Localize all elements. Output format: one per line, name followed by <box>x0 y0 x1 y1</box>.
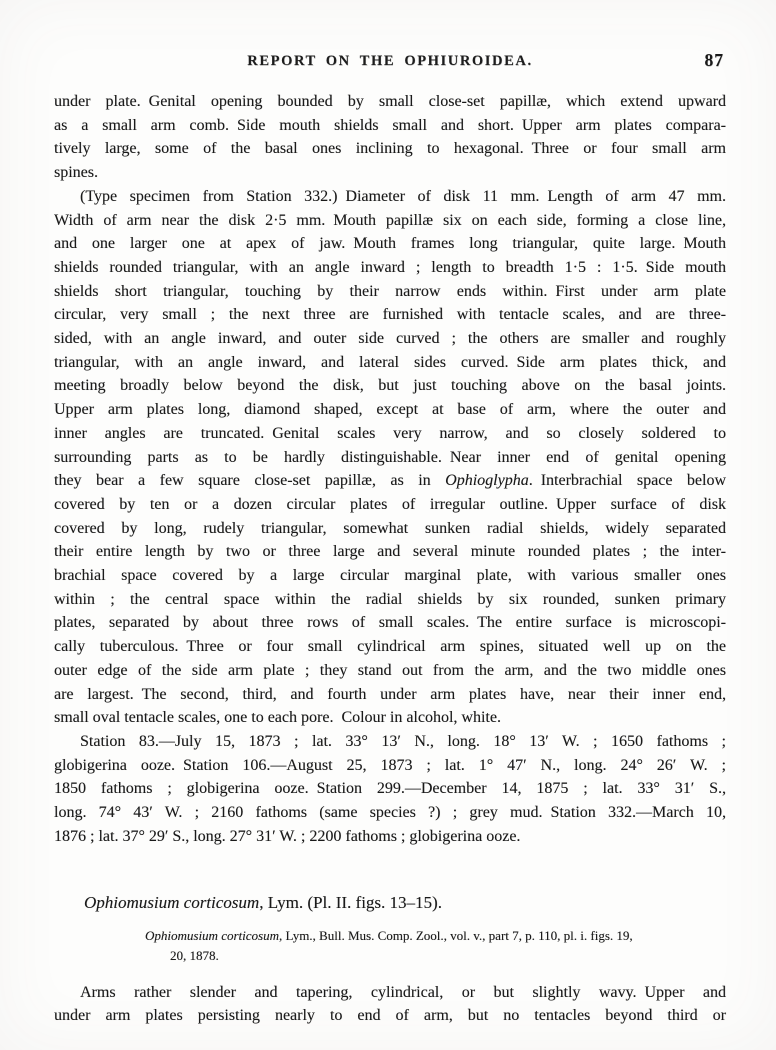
text-segment: as a small arm comb. Side mouth shields small and short. Upper arm plates compara- <box>54 116 726 134</box>
text-segment: . Interbrachial space below <box>528 472 727 490</box>
text-segment: small oval tentacle scales, one to each pore. Colour in alcohol, white. <box>54 709 501 727</box>
text-segment: outer edge of the side arm plate ; they stand out from the arm, and the two middle ones <box>54 661 726 679</box>
text-segment: (Type specimen from Station 332.) Diameter of disk 11 mm. Length of arm 47 mm. <box>80 187 726 205</box>
text-segment: Upper arm plates long, diamond shaped, except at base of arm, where the outer and <box>54 401 726 419</box>
text-line <box>54 469 726 493</box>
text-segment: they bear a few square close-set papillæ, as in <box>54 472 446 490</box>
text-segment: , Lym. (Pl. II. figs. 13–15). <box>259 892 442 912</box>
text-line <box>54 446 726 470</box>
text-line <box>54 398 726 422</box>
text-line <box>54 185 726 209</box>
text-line <box>54 754 726 778</box>
text-segment: plates, separated by about three rows of small scales. The entire surface is microscopi- <box>54 614 726 632</box>
text-segment: Arms rather slender and tapering, cylindrical, or but slightly wavy. Upper and <box>80 983 726 1001</box>
text-line <box>54 564 726 588</box>
text-segment: surrounding parts as to be hardly distinguishable. Near inner end of genital opening <box>54 448 726 466</box>
text-line <box>54 825 726 849</box>
text-segment: and one larger one at apex of jaw. Mouth frames long triangular, quite large. Mouth <box>54 235 726 253</box>
text-line <box>54 588 726 612</box>
text-line <box>54 351 726 375</box>
text-segment: under arm plates persisting nearly to end of arm, but no tentacles beyond third or <box>54 1007 726 1025</box>
italic-species-name: Ophiomusium corticosum <box>145 927 279 943</box>
reference-citation <box>54 926 726 966</box>
text-line <box>54 303 726 327</box>
species-heading-line <box>54 891 726 915</box>
text-segment: Station 83.—July 15, 1873 ; lat. 33° 13′ N., long. 18° 13′ W. ; 1650 fathoms ; <box>80 732 726 750</box>
text-segment: 20, 1878. <box>170 947 219 963</box>
text-segment: are largest. The second, third, and fourth under arm plates have, near their inner end, <box>54 685 726 703</box>
text-segment: Width of arm near the disk 2·5 mm. Mouth papillæ six on each side, forming a close line, <box>54 211 726 229</box>
citation-line <box>54 946 726 966</box>
text-line <box>54 540 726 564</box>
text-segment: circular, very small ; the next three are furnished with tentacle scales, and are three- <box>54 306 726 324</box>
text-segment: , Lym., Bull. Mus. Comp. Zool., vol. v., part 7, p. 110, pl. i. figs. 19, <box>278 927 633 943</box>
text-line <box>54 730 726 754</box>
text-segment: within ; the central space within the radial shields by six rounded, sunken primary <box>54 590 726 608</box>
text-segment: triangular, with an angle inward, and lateral sides curved. Side arm plates thick, and <box>54 353 726 371</box>
text-line <box>54 422 726 446</box>
text-line <box>54 1004 726 1028</box>
closing-paragraph <box>54 981 726 1028</box>
text-line <box>54 517 726 541</box>
text-line <box>54 161 726 185</box>
text-segment: globigerina ooze. Station 106.—August 25, 1873 ; lat. 1° 47′ N., long. 24° 26′ W. ; <box>54 756 726 774</box>
text-line <box>54 635 726 659</box>
text-line <box>54 683 726 707</box>
text-line <box>54 981 726 1005</box>
text-line <box>54 137 726 161</box>
text-segment: under plate. Genital opening bounded by small close-set papillæ, which extend upward <box>54 93 726 110</box>
text-segment: covered by ten or a dozen circular plates of irregular outline. Upper surface of disk <box>54 495 726 513</box>
text-block <box>54 90 726 1028</box>
text-line <box>54 280 726 304</box>
text-segment: their entire length by two or three large and several minute rounded plates ; the inter- <box>54 543 726 561</box>
text-segment: spines. <box>54 164 98 182</box>
italic-species-name: Ophioglypha <box>445 472 529 490</box>
text-line <box>54 706 726 730</box>
text-segment: meeting broadly below beyond the disk, but just touching above on the basal joints. <box>54 377 726 395</box>
text-line <box>54 209 726 233</box>
species-heading <box>54 891 726 915</box>
text-line <box>54 327 726 351</box>
text-line <box>54 659 726 683</box>
text-segment: covered by long, rudely triangular, somewhat sunken radial shields, widely separated <box>54 519 726 537</box>
page-number: 87 <box>704 50 724 70</box>
text-segment: brachial space covered by a large circular marginal plate, with various smaller ones <box>54 567 726 585</box>
stations-paragraph <box>54 730 726 849</box>
text-line <box>54 114 726 138</box>
text-segment: 1876 ; lat. 37° 29′ S., long. 27° 31′ W. ; 2200 fathoms ; globigerina ooze. <box>54 827 521 845</box>
opening-paragraph <box>54 90 726 185</box>
text-segment: shields rounded triangular, with an angle inward ; length to breadth 1·5 : 1·5. Side mouth <box>54 258 726 276</box>
description-paragraph <box>54 185 726 730</box>
text-line <box>54 777 726 801</box>
page-header <box>54 50 726 77</box>
text-line <box>54 90 726 114</box>
text-line <box>54 232 726 256</box>
text-segment: inner angles are truncated. Genital scales very narrow, and so closely soldered to <box>54 424 726 442</box>
text-line <box>54 374 726 398</box>
text-line <box>54 256 726 280</box>
text-segment: shields short triangular, touching by their narrow ends within. First under arm plate <box>54 282 726 300</box>
text-segment: tively large, some of the basal ones inclining to hexagonal. Three or four small arm <box>54 140 726 158</box>
running-title: REPORT ON THE OPHIUROIDEA. <box>247 53 533 69</box>
text-line <box>54 493 726 517</box>
italic-species-name: Ophiomusium corticosum <box>84 892 260 912</box>
text-line <box>54 801 726 825</box>
text-line <box>54 611 726 635</box>
text-segment: long. 74° 43′ W. ; 2160 fathoms (same species ?) ; grey mud. Station 332.—March 10, <box>54 804 726 822</box>
text-segment: 1850 fathoms ; globigerina ooze. Station 299.—December 14, 1875 ; lat. 33° 31′ S., <box>54 780 726 798</box>
text-segment: cally tuberculous. Three or four small cylindrical arm spines, situated well up on the <box>54 638 726 656</box>
text-segment: sided, with an angle inward, and outer side curved ; the others are smaller and roughly <box>54 330 726 348</box>
citation-line <box>54 926 726 946</box>
